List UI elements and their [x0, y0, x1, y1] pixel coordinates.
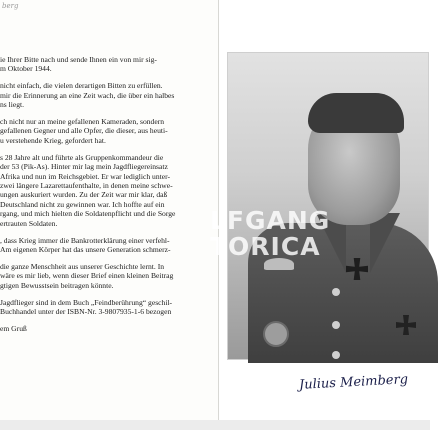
letter-paragraph: [0, 262, 214, 290]
uniform-button: [332, 288, 340, 296]
letter-paragraph: [0, 298, 214, 317]
letter-line: u verstehende Krieg, gefordert hat.: [0, 135, 106, 145]
portrait-hair: [308, 93, 404, 133]
eagle-emblem-icon: [264, 258, 294, 270]
letter-line: em Gruß: [0, 323, 27, 333]
letter-paragraph: [0, 55, 214, 74]
letter-line: gefallenen Gegner und alle Opfer, die dieser, aus heuti-: [0, 126, 168, 136]
letter-line: nicht einfach, die vielen derartigen Bitten zu erfüllen.: [0, 81, 163, 91]
letter-line: mir die Erinnerung an eine Zeit wach, die über ein halbes: [0, 90, 175, 100]
footer-strip: [0, 420, 430, 430]
letter-paragraph: [0, 153, 214, 228]
letter-line: ie Ihrer Bitte nach und sende Ihnen ein von mir sig-: [0, 55, 157, 64]
letter-line: s 28 Jahre alt und führte als Gruppenkommandeur die: [0, 152, 164, 162]
letter-line: Jagdflieger sind in dem Buch „Feindberührung“ geschil-: [0, 297, 173, 307]
handwritten-scribble: berg: [2, 2, 19, 10]
letter-page: [0, 0, 219, 420]
letter-line: m Oktober 1944.: [0, 64, 52, 74]
uniform-button: [332, 321, 340, 329]
letter-line: ungen auskuriert wurden. Zu der Zeit war mir klar, daß: [0, 190, 168, 200]
letter-paragraph: [0, 81, 214, 109]
letter-line: ns liegt.: [0, 100, 25, 110]
pilot-badge-icon: [263, 321, 289, 347]
watermark-line: LFGANG: [210, 206, 331, 235]
letter-line: der 53 (Pik-As). Hinter mir lag mein Jagdfliegereinsatz: [0, 162, 168, 172]
letter-line: Afrika und nun im Reichsgebiet. Er war lediglich unter-: [0, 171, 171, 181]
letter-line: Deutschland nicht zu gewinnen war. Ich hoffte auf ein: [0, 199, 165, 209]
watermark-line: TORICA: [210, 232, 321, 261]
letter-line: gtigen Bewusstsein beitragen könnte.: [0, 280, 114, 290]
letter-line: ertrauten Soldaten.: [0, 218, 58, 228]
letter-line: zwei längere Lazarettaufenthalte, in denen meine schwe-: [0, 180, 173, 190]
letter-line: ch nicht nur an meine gefallenen Kameraden, sondern: [0, 117, 165, 127]
letter-body: [0, 55, 214, 341]
letter-line: Buchhandel unter der ISBN-Nr. 3-9807935-1-6 bezogen: [0, 306, 172, 316]
letter-line: die ganze Menschheit aus unserer Geschichte lernt. In: [0, 261, 165, 271]
letter-paragraph: [0, 236, 214, 255]
signature: Julius Meimberg: [298, 372, 409, 393]
letter-line: Am eigenen Körper hat das unsere Generation schmerz-: [0, 244, 171, 254]
letter-line: , dass Krieg immer die Bankrotterklärung einer verfehl-: [0, 235, 170, 245]
letter-line: wäre es mir lieb, wenn dieser Brief einen kleinen Beitrag: [0, 271, 174, 281]
portrait-page: [210, 0, 430, 420]
letter-paragraph: [0, 324, 214, 333]
letter-line: rgang, und mich hielten die Soldatenpflicht und die Sorge: [0, 209, 176, 219]
portrait-photo: [210, 52, 429, 360]
letter-paragraph: [0, 117, 214, 145]
uniform-button: [332, 351, 340, 359]
